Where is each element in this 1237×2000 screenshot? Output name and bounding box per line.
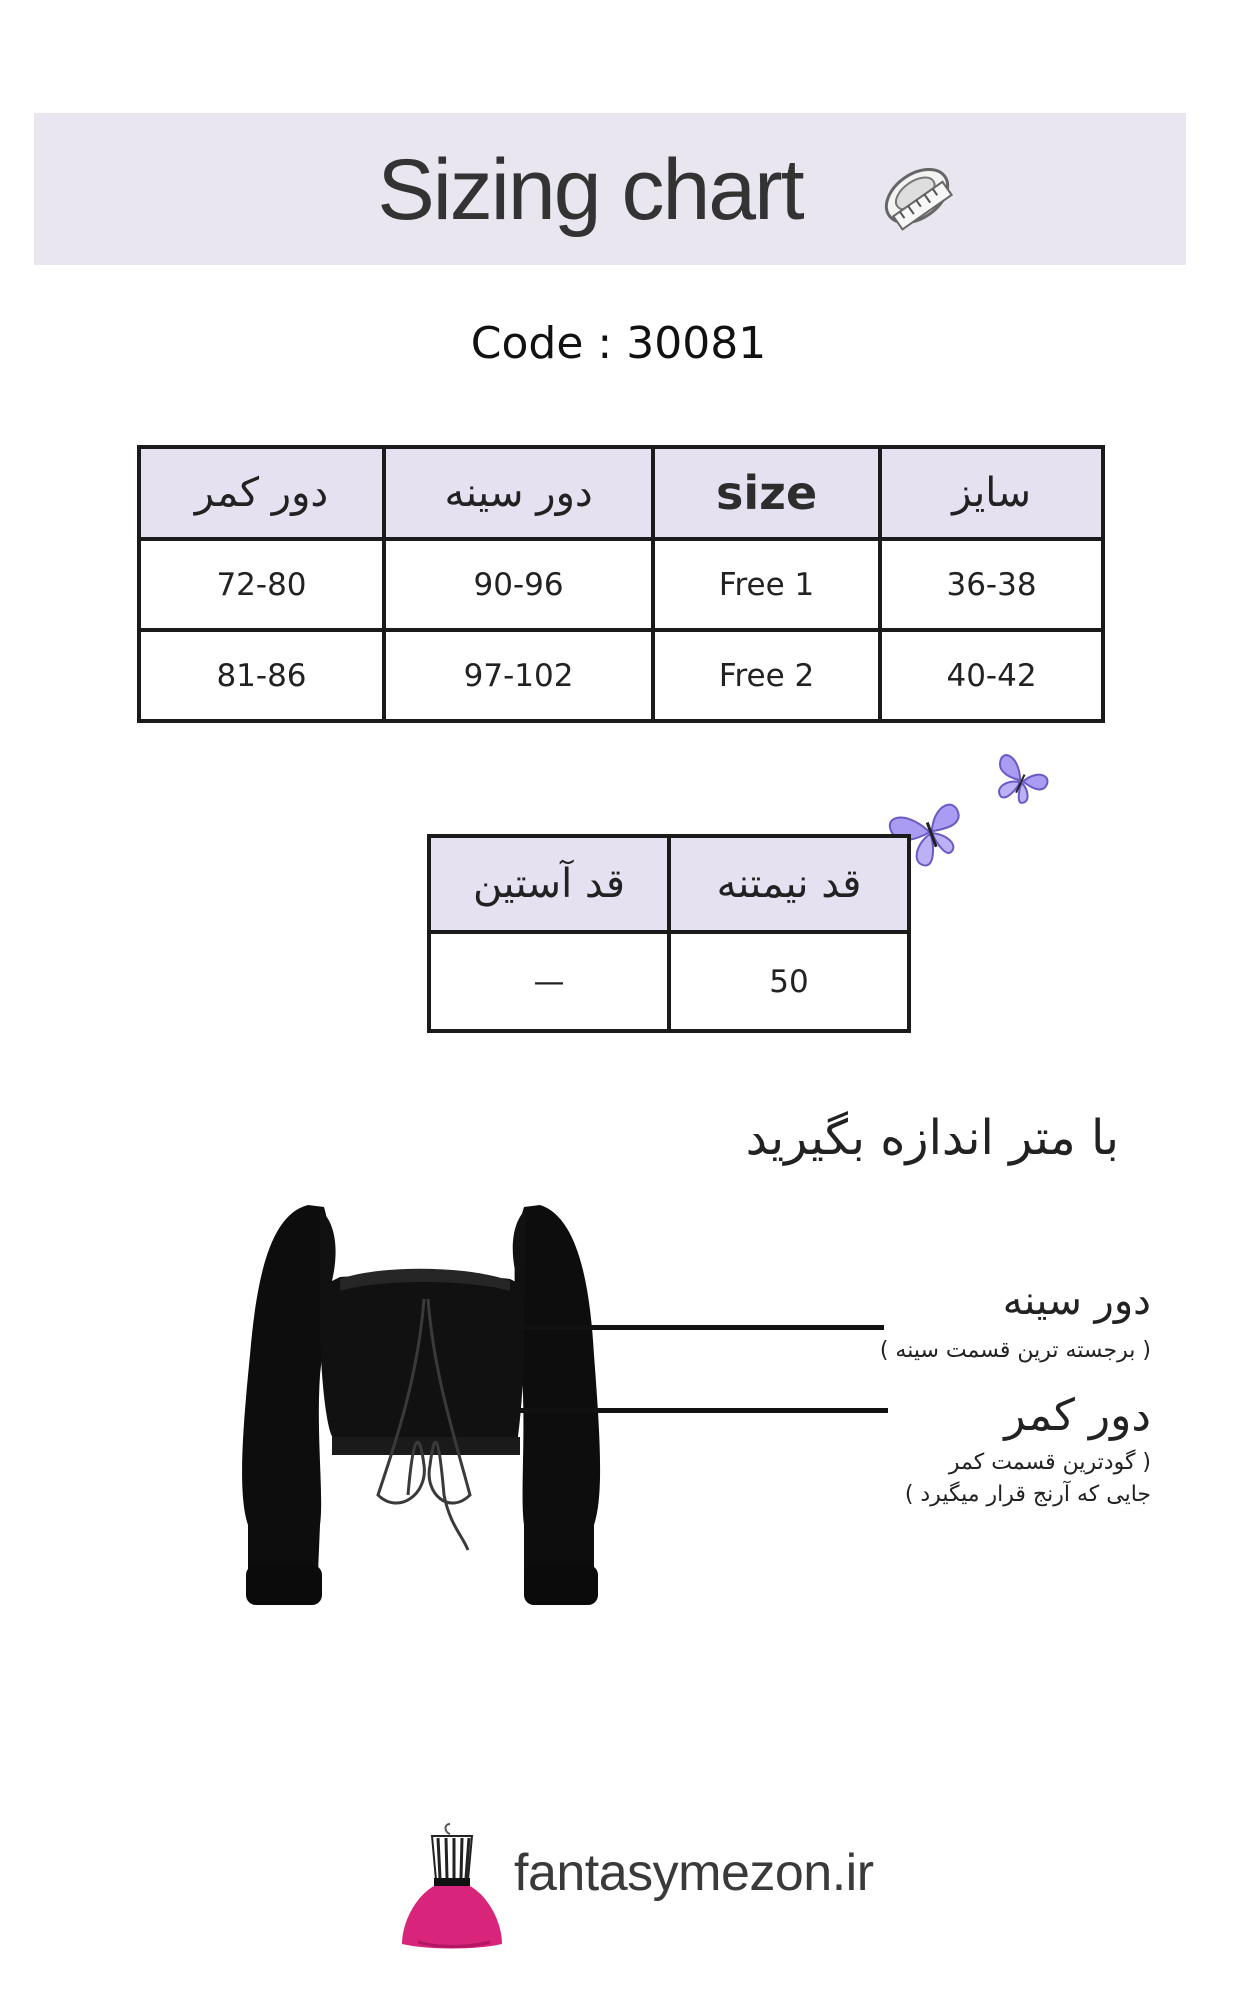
table-cell: Free 1 bbox=[653, 539, 880, 630]
table-header-row bbox=[139, 447, 1103, 539]
column-header-chest: دور سینه bbox=[384, 447, 653, 539]
dress-logo-icon bbox=[398, 1822, 506, 1956]
waist-note-line-2: جایی که آرنج قرار میگیرد ) bbox=[904, 1482, 1151, 1507]
waist-label: دور کمر bbox=[1004, 1390, 1151, 1441]
header-banner bbox=[34, 113, 1186, 265]
table-cell: — bbox=[429, 932, 669, 1031]
table-row bbox=[429, 932, 909, 1031]
product-code: Code : 30081 bbox=[470, 318, 767, 369]
chest-label: دور سینه bbox=[1002, 1278, 1151, 1324]
column-header-size: size bbox=[653, 447, 880, 539]
size-table bbox=[137, 445, 1105, 723]
column-header-sleeve-length: قد آستین bbox=[429, 836, 669, 932]
column-header-top-length: قد نیمتنه bbox=[669, 836, 909, 932]
chest-note: ( برجسته ترین قسمت سینه ) bbox=[879, 1338, 1151, 1363]
table-cell: 81-86 bbox=[139, 630, 384, 721]
site-url[interactable]: fantasymezon.ir bbox=[514, 1844, 874, 1902]
butterfly-icon bbox=[986, 744, 1058, 820]
length-table bbox=[427, 834, 911, 1033]
table-cell: Free 2 bbox=[653, 630, 880, 721]
table-cell: 40-42 bbox=[880, 630, 1103, 721]
table-cell: 97-102 bbox=[384, 630, 653, 721]
waist-note-line-1: ( گودترین قسمت کمر bbox=[948, 1450, 1151, 1475]
table-cell: 72-80 bbox=[139, 539, 384, 630]
table-header-row bbox=[429, 836, 909, 932]
waist-pointer-line bbox=[508, 1408, 888, 1413]
table-row bbox=[139, 630, 1103, 721]
measure-guide-title: با متر اندازه بگیرید bbox=[745, 1110, 1119, 1166]
measuring-tape-icon bbox=[872, 151, 962, 245]
table-cell: 50 bbox=[669, 932, 909, 1031]
page-title: Sizing chart bbox=[377, 142, 803, 238]
table-cell: 90-96 bbox=[384, 539, 653, 630]
column-header-waist: دور کمر bbox=[139, 447, 384, 539]
table-cell: 36-38 bbox=[880, 539, 1103, 630]
column-header-size-fa: سایز bbox=[880, 447, 1103, 539]
chest-pointer-line bbox=[508, 1325, 884, 1330]
table-row bbox=[139, 539, 1103, 630]
